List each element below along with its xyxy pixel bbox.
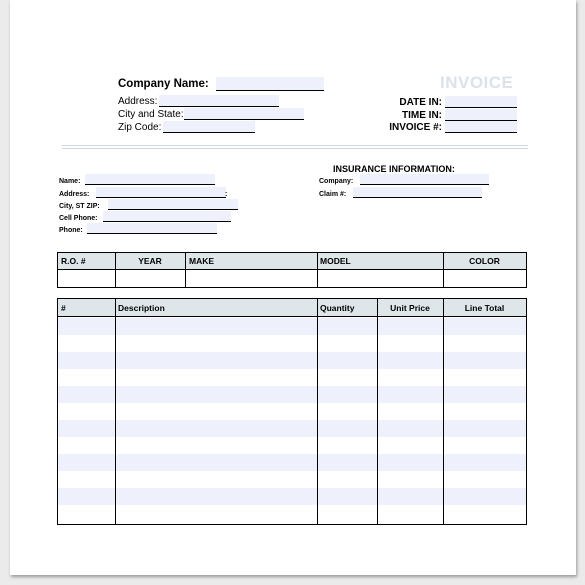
ro-number-cell[interactable] bbox=[59, 271, 114, 286]
date-in-label: DATE IN: bbox=[399, 97, 442, 108]
col-color: COLOR bbox=[469, 256, 500, 266]
table-row[interactable] bbox=[58, 488, 526, 505]
column-divider bbox=[443, 299, 444, 525]
city-state-field[interactable] bbox=[184, 108, 304, 120]
column-divider bbox=[377, 299, 378, 525]
year-cell[interactable] bbox=[117, 271, 184, 286]
column-divider bbox=[317, 253, 318, 287]
invoice-page bbox=[10, 0, 576, 575]
col-ro-number: R.O. # bbox=[61, 256, 86, 266]
col-item-number: # bbox=[61, 303, 66, 313]
customer-name-label: Name: bbox=[59, 178, 81, 185]
table-row[interactable] bbox=[58, 454, 526, 471]
invoice-number-label: INVOICE #: bbox=[389, 122, 442, 133]
company-name-field[interactable] bbox=[216, 77, 324, 91]
address-label: Address: bbox=[118, 96, 158, 107]
address-colon: : bbox=[225, 191, 228, 198]
col-quantity: Quantity bbox=[320, 303, 355, 313]
insurance-company-label: Company: bbox=[319, 178, 354, 185]
vehicle-table bbox=[57, 252, 527, 288]
invoice-number-field[interactable] bbox=[445, 121, 517, 133]
insurance-company-field[interactable] bbox=[360, 174, 489, 185]
city-state-label: City and State: bbox=[118, 109, 184, 120]
col-year: YEAR bbox=[138, 256, 162, 266]
table-row[interactable] bbox=[58, 318, 526, 335]
phone-field[interactable] bbox=[87, 223, 217, 234]
model-cell[interactable] bbox=[319, 271, 442, 286]
cell-phone-field[interactable] bbox=[103, 211, 231, 222]
claim-number-label: Claim #: bbox=[319, 191, 347, 198]
color-cell[interactable] bbox=[445, 271, 525, 286]
column-divider bbox=[185, 253, 186, 287]
table-row[interactable] bbox=[58, 420, 526, 437]
line-items-table bbox=[57, 298, 527, 525]
insurance-title: INSURANCE INFORMATION: bbox=[333, 164, 455, 174]
invoice-title: INVOICE bbox=[440, 73, 514, 92]
cell-phone-label: Cell Phone: bbox=[59, 215, 98, 222]
claim-number-field[interactable] bbox=[353, 187, 482, 198]
column-divider bbox=[317, 299, 318, 525]
table-row[interactable] bbox=[58, 386, 526, 403]
zip-code-label: Zip Code: bbox=[118, 122, 162, 133]
col-line-total: Line Total bbox=[464, 303, 505, 313]
make-cell[interactable] bbox=[187, 271, 316, 286]
zip-code-field[interactable] bbox=[163, 121, 255, 133]
phone-label: Phone: bbox=[59, 227, 83, 234]
address-field[interactable] bbox=[159, 95, 279, 107]
customer-address-field[interactable] bbox=[96, 187, 226, 198]
company-name-label: Company Name: bbox=[118, 78, 209, 90]
customer-name-field[interactable] bbox=[85, 174, 215, 185]
city-st-zip-label: City, ST ZIP: bbox=[59, 203, 100, 210]
separator-line bbox=[62, 145, 528, 146]
col-unit-price: Unit Price bbox=[390, 303, 430, 313]
time-in-field[interactable] bbox=[445, 109, 517, 121]
date-in-field[interactable] bbox=[445, 96, 517, 108]
city-st-zip-field[interactable] bbox=[108, 199, 238, 210]
col-make: MAKE bbox=[189, 256, 215, 266]
time-in-label: TIME IN: bbox=[402, 110, 442, 121]
customer-address-label: Address: bbox=[59, 191, 90, 198]
column-divider bbox=[115, 299, 116, 525]
col-model: MODEL bbox=[320, 256, 351, 266]
table-row[interactable] bbox=[58, 352, 526, 369]
separator-line bbox=[62, 148, 528, 149]
col-description: Description bbox=[118, 303, 165, 313]
